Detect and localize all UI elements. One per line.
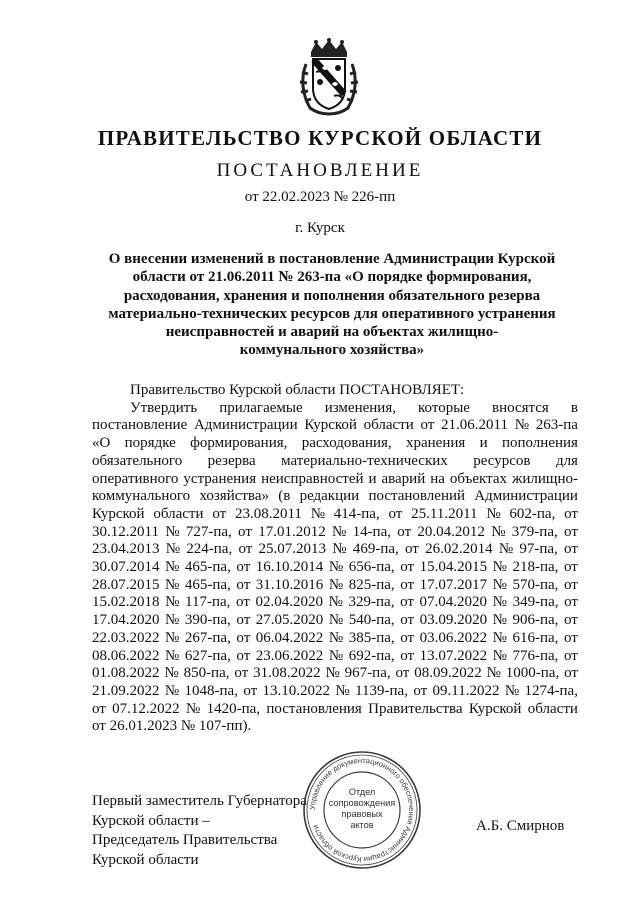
body-line: от 26.01.2023 № 107-пп).	[92, 718, 252, 735]
subject-line: материально-технических ресурсов для оперативного устранения	[108, 305, 556, 322]
subject-line: О внесении изменений в постановление Администрации Курской	[108, 251, 556, 267]
body-line: коммунального хозяйства» (в редакции постановлений Администрации	[92, 488, 578, 505]
body-line: 30.12.2011 № 727-па, от 17.01.2012 № 14-па, от 20.04.2012 № 379-па, от	[92, 523, 578, 540]
subject-line: коммунального хозяйства»	[239, 342, 425, 359]
body-line: 01.08.2022 № 850-па, от 31.08.2022 № 967-па, от 08.09.2022 № 1000-па, от	[92, 665, 578, 682]
body-line: 17.04.2020 № 390-па, от 27.05.2020 № 540-па, от 03.09.2020 № 906-па, от	[92, 612, 578, 629]
document-subject	[104, 250, 560, 360]
body-line: обязательного резерва материально-технических ресурсов для	[92, 452, 578, 469]
kursk-coat-of-arms-icon	[296, 38, 362, 116]
signatory-position	[92, 792, 332, 870]
body-line: 21.09.2022 № 1048-па, от 13.10.2022 № 1139-па, от 09.11.2022 № 1274-па,	[92, 682, 578, 699]
subject-line: области от 21.06.2011 № 263-па «О порядке формирования,	[132, 269, 532, 286]
department-stamp	[300, 748, 424, 872]
subject-line: неисправностей и аварий на объектах жилищно-	[165, 324, 499, 341]
signatory-position-line: Первый заместитель Губернатора	[92, 793, 307, 809]
signatory-position-line: Курской области –	[92, 812, 210, 829]
government-title: ПРАВИТЕЛЬСТВО КУРСКОЙ ОБЛАСТИ	[97, 126, 543, 150]
stamp-ring-text: Управление документационного обеспечения Администрации Курской области	[307, 755, 417, 865]
body-line: 23.04.2013 № 224-па, от 25.07.2013 № 469-па, от 26.02.2014 № 97-па, от	[92, 541, 578, 558]
body-line: 15.02.2018 № 117-па, от 02.04.2020 № 329-па, от 07.04.2020 № 349-па, от	[92, 594, 578, 611]
document-city: г. Курск	[295, 220, 345, 236]
body-line: 28.07.2015 № 465-па, от 31.10.2016 № 825-па, от 17.07.2017 № 570-па, от	[92, 576, 578, 593]
body-line: постановление Администрации Курской области от 21.06.2011 № 263-па	[92, 417, 578, 434]
body-line: «О порядке формирования, расходования, хранения и пополнения	[92, 435, 578, 452]
signatory-name: А.Б. Смирнов	[476, 818, 565, 834]
signatory-position-line: Председатель Правительства	[92, 832, 278, 848]
stamp-center-text: Отдел сопровождения правовых актов	[328, 787, 396, 830]
body-line: Курской области от 23.08.2011 № 414-па, от 25.11.2011 № 602-па, от	[92, 505, 578, 522]
body-line: 22.03.2022 № 267-па, от 06.04.2022 № 385-па, от 03.06.2022 № 616-па, от	[92, 629, 578, 646]
body-line: Правительство Курской области ПОСТАНОВЛЯЕТ:	[130, 382, 465, 398]
body-line: Утвердить прилагаемые изменения, которые вносятся в	[130, 399, 578, 416]
document-body	[92, 382, 578, 736]
body-line: от 07.12.2022 № 1420-па, постановления Правительства Курской области	[92, 700, 578, 717]
document-date-number: от 22.02.2023 № 226-пп	[244, 189, 396, 205]
document-type: ПОСТАНОВЛЕНИЕ	[216, 160, 424, 181]
body-line: 08.06.2022 № 627-па, от 23.06.2022 № 692-па, от 13.07.2022 № 776-па, от	[92, 647, 578, 664]
body-line: оперативного устранения неисправностей и аварий на объектах жилищно-	[92, 470, 578, 487]
body-line: 30.07.2014 № 465-па, от 16.10.2014 № 656-па, от 15.04.2015 № 218-па, от	[92, 559, 578, 576]
subject-line: расходования, хранения и пополнения обязательного резерва	[123, 287, 541, 304]
signatory-position-line: Курской области	[92, 851, 199, 868]
